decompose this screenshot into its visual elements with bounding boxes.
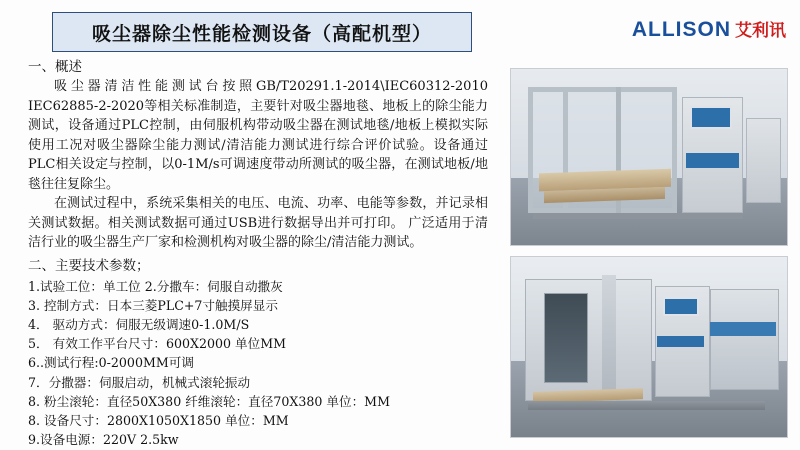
specs-list (28, 277, 488, 450)
touch-screen-panel (690, 106, 731, 129)
touch-screen-panel (663, 297, 699, 317)
list-item: 6..测试行程:0-2000MM可调 (28, 355, 194, 371)
side-cabinet (746, 118, 782, 202)
list-item: 7．分撒器：伺服启动，机械式滚轮振动 (28, 374, 251, 390)
overview-paragraph-2: 在测试过程中，系统采集相关的电压、电流、功率、电能等参数，并记录相关测试数据。相关测试数据可通过USB进行数据导出并可打印。 广泛适用于清洁行业的吸尘器生产厂家和检测机构对吸尘器的除尘/清洁能力测试。 (28, 196, 488, 250)
blue-rail (710, 322, 776, 336)
blue-panel (657, 336, 704, 347)
brand-logo (632, 16, 786, 42)
overview-heading: 一、概述 (28, 59, 82, 75)
frame-pillar (602, 275, 616, 405)
machine-base (528, 401, 765, 410)
photo-background (511, 69, 787, 245)
photo-background (511, 257, 787, 437)
list-item: 4． 驱动方式：伺服无级调速0-1.0M/S (28, 316, 250, 332)
logo-text-en: ALLISON (631, 18, 731, 41)
side-cabinet (710, 289, 779, 390)
logo-text-cn: 艾利讯 (735, 21, 786, 41)
list-item: 3. 控制方式：日本三菱PLC+7寸触摸屏显示 (28, 297, 278, 313)
overview-paragraph-1: 吸尘器清洁性能测试台按照GB/T20291.1-2014\IEC60312-2010 IEC62885-2-2020等相关标准制造，主要针对吸尘器地毯、地板上的除尘能力测试，设备通过PLC控制，由伺服机构带动吸尘器在测试地毯/地板上模拟实际使用工况对吸尘器除尘能力测试/清洁能力测试进行综合评价试验。设备通过PLC相关设定与控制，以0-1M/s可调速度带动所测试的吸尘器，在测试地板/地毯往往复除尘。 (28, 79, 488, 192)
specs-heading: 二、主要技术参数； (28, 257, 150, 274)
list-item: 9.设备电源：220V 2.5kw (28, 432, 179, 448)
list-item: 8. 设备尺寸：2800X1050X1850 单位：MM (28, 412, 289, 428)
equipment-photo-side (510, 256, 788, 438)
list-item: 8. 粉尘滚轮：直径50X380 纤维滚轮：直径70X380 单位：MM (28, 393, 390, 409)
page-title: 吸尘器除尘性能检测设备（高配机型） (91, 22, 432, 45)
document-body (28, 58, 488, 449)
machine-base (533, 213, 743, 218)
page-title-box (52, 12, 472, 52)
blue-panel (686, 153, 738, 167)
enclosure-door (544, 293, 588, 383)
list-item: 5． 有效工作平台尺寸：600X2000 单位MM (28, 336, 286, 352)
equipment-photo-front (510, 68, 788, 246)
list-item: 1.试验工位：单工位 2.分撒车：伺服自动撒灰 (28, 278, 283, 294)
